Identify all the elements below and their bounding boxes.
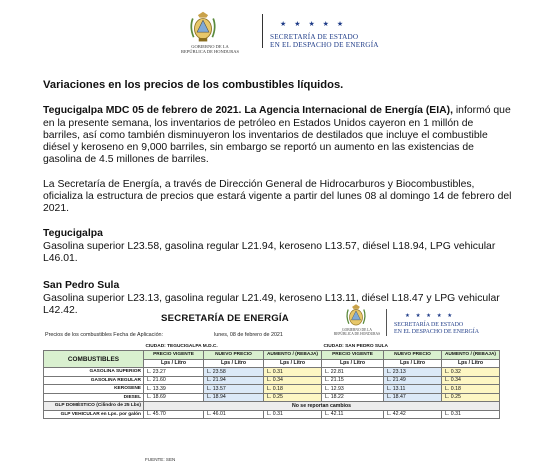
city-sps-label: CIUDAD: SAN PEDRO SULA (322, 342, 500, 351)
article-paragraph: La Secretaría de Energía, a través de Dirección General de Hidrocarburos y Biocombustibles, oficializa la estructura de precios que estará vigente a partir del lunes 08 al domingo 14 de febrero del 2021. (43, 178, 512, 215)
city-heading-tegucigalpa: Tegucigalpa (43, 227, 103, 239)
table-row: DIESEL L. 18.69 L. 18.94 L. 0.25 L. 18.22 L. 18.47 L. 0.25 (44, 393, 500, 402)
sheet-government-name: GOBIERNO DE LA REPÚBLICA DE HONDURAS (333, 328, 381, 336)
article-lead-rest: informó que en la presente semana, los inventarios de petróleo en Estados Unidos cayeron en 1 millón de barriles, así como también disminuyeron los inventarios de destilados que incluye el combustible diésel y keroseno en 9,000 barriles, sin embargo se reportó un aumento en las existencias de gasolina de 4.5 millones de barriles. (43, 105, 511, 166)
source-note: FUENTE: SEN (145, 457, 176, 462)
city-heading-san-pedro-sula: San Pedro Sula (43, 279, 120, 291)
col-vigente-s: PRECIO VIGENTE (322, 351, 384, 360)
table-row: GASOLINA SUPERIOR L. 23.27 L. 23.58 L. 0.31 L. 22.81 L. 23.13 L. 0.32 (44, 368, 500, 377)
sheet-title: SECRETARÍA DE ENERGÍA (161, 313, 289, 324)
col-nuevo-s: NUEVO PRECIO (384, 351, 442, 360)
stars-icon: ★ ★ ★ ★ ★ (405, 313, 455, 319)
article-lead-bold: Tegucigalpa MDC 05 de febrero de 2021. La Agencia Internacional de Energía (EIA), (43, 105, 453, 117)
table-city-row (44, 342, 500, 351)
precios-label: Precios de los combustibles Fecha de Aplicación: (45, 332, 164, 338)
honduras-coat-of-arms-icon (343, 303, 369, 329)
article-lead (43, 105, 513, 166)
table-row: KEROSENE L. 13.39 L. 13.57 L. 0.18 L. 12.93 L. 13.11 L. 0.18 (44, 385, 500, 394)
secretaria-name: SECRETARÍA DE ESTADO EN EL DESPACHO DE ENERGÍA (270, 33, 379, 50)
city-prices-tegucigalpa: Gasolina superior L23.58, gasolina regular L21.94, keroseno L13.57, diésel L18.94, LPG vehicular L46.01. (43, 240, 496, 265)
sheet-divider (386, 309, 387, 336)
city-tegucigalpa-label: CIUDAD: TEGUCIGALPA M.D.C. (144, 342, 322, 351)
divider (262, 14, 263, 48)
sheet-secretaria-name: SECRETARÍA DE ESTADO EN EL DESPACHO DE ENERGÍA (394, 322, 479, 335)
table-row-glp-domestico: GLP DOMÉSTICO (Cilindro de 25 Lbs) No se reportan cambios (44, 402, 500, 411)
article-title: Variaciones en los precios de los combustibles líquidos. (43, 79, 344, 91)
table-unit-row: Lps / Litro Lps / Litro Lps / Litro Lps / Litro Lps / Litro Lps / Litro (44, 359, 500, 368)
fecha-aplicacion: lunes, 08 de febrero de 2021 (214, 332, 283, 338)
col-aumento-s: AUMENTO / (REBAJA) (442, 351, 500, 360)
table-row-glp-vehicular: GLP VEHICULAR en Lps. por galón L. 45.70 L. 46.01 L. 0.31 L. 42.11 L. 42.42 L. 0.31 (44, 410, 500, 419)
no-changes-note: No se reportan cambios (144, 402, 500, 411)
col-vigente-t: PRECIO VIGENTE (144, 351, 204, 360)
government-name: GOBIERNO DE LA REPÚBLICA DE HONDURAS (180, 44, 239, 54)
col-nuevo-t: NUEVO PRECIO (204, 351, 264, 360)
city-prices-san-pedro-sula: Gasolina superior L23.13, gasolina regular L21.49, keroseno L13.11, diésel L18.47 y LPG vehicular L42.42. (43, 292, 500, 317)
table-row: GASOLINA REGULAR L. 21.60 L. 21.94 L. 0.34 L. 21.15 L. 21.49 L. 0.34 (44, 376, 500, 385)
article (43, 79, 513, 331)
honduras-coat-of-arms-icon (186, 10, 220, 44)
price-sheet (43, 299, 499, 465)
table-header-row (44, 351, 500, 360)
col-aumento-t: AUMENTO / (REBAJA) (264, 351, 322, 360)
letterhead (0, 0, 534, 62)
prices-table (43, 342, 500, 419)
stars-icon: ★ ★ ★ ★ ★ (280, 21, 347, 28)
col-combustibles: COMBUSTIBLES (44, 351, 144, 368)
